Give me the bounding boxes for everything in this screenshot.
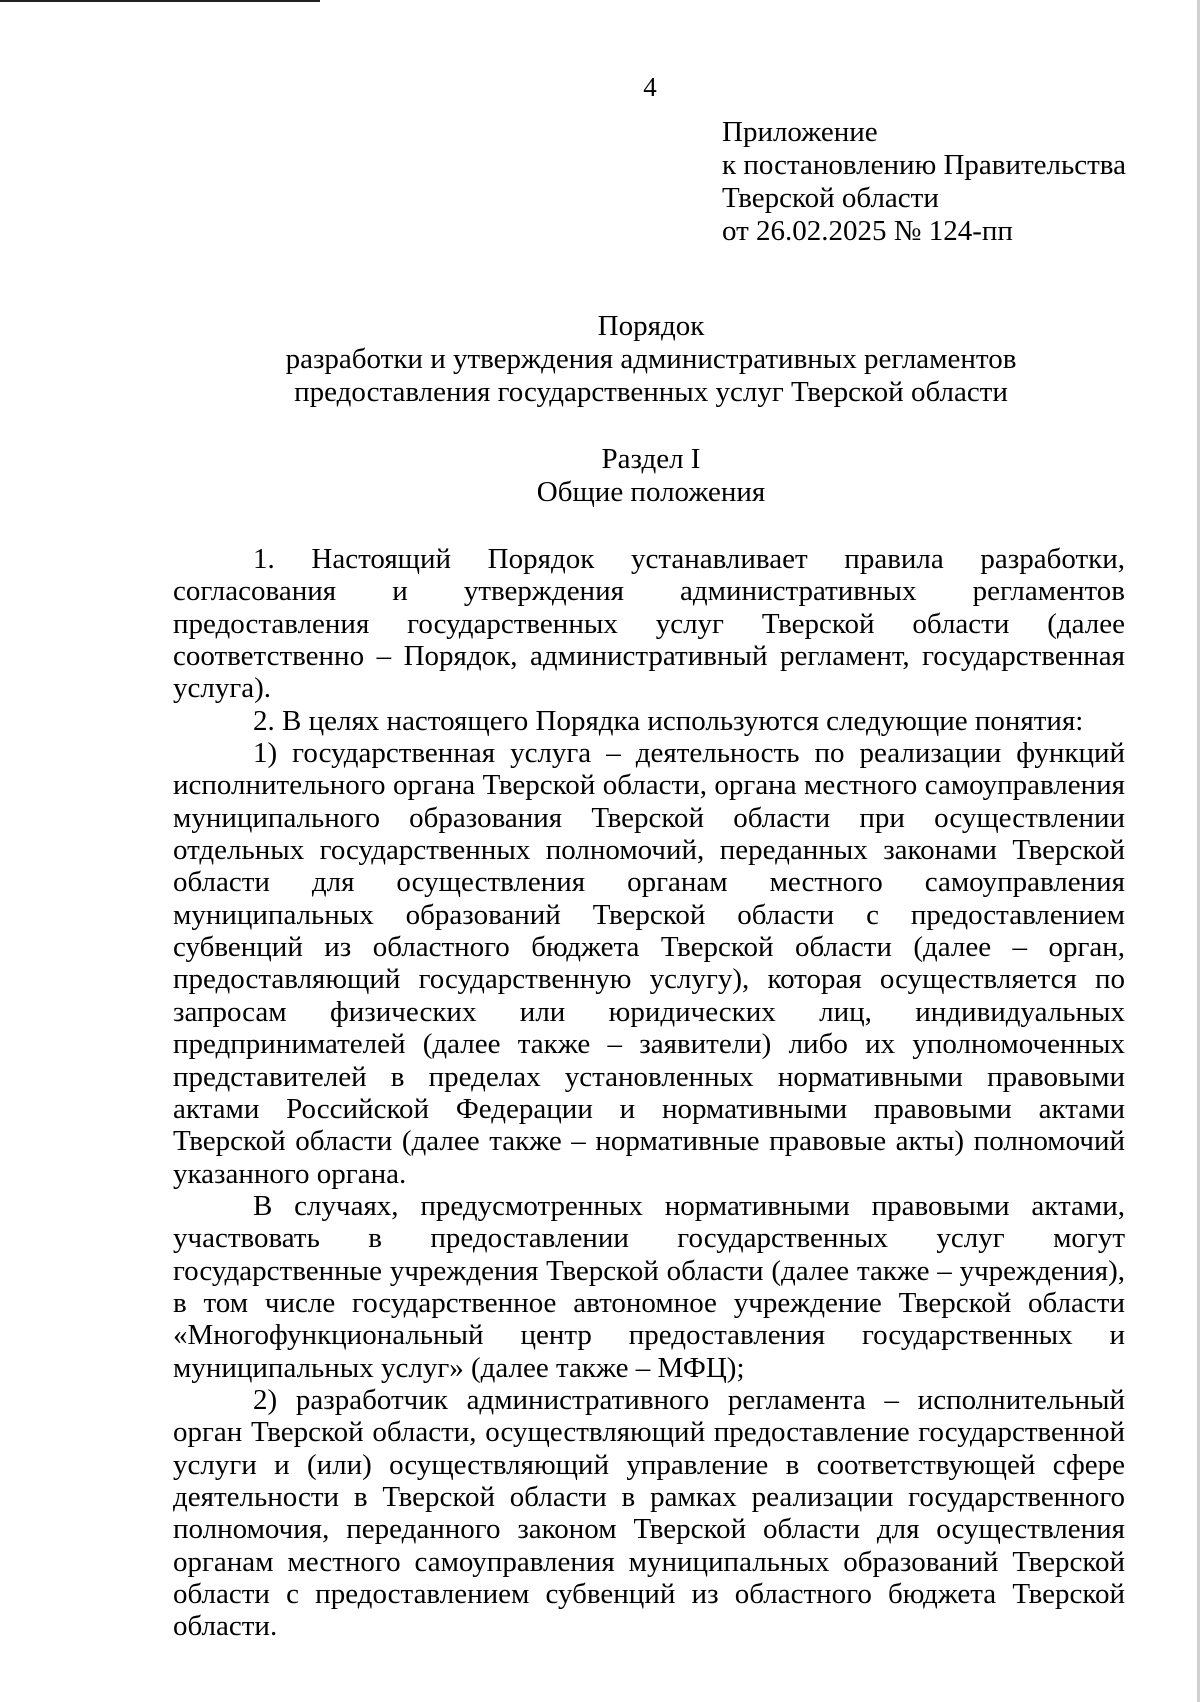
paragraph-1: 1. Настоящий Порядок устанавливает правила разработки, согласования и утверждения административных регламентов предоставления государственных услуг Тверской области (далее соответственно – Порядок, административный регламент, государственная услуга). <box>173 543 1125 705</box>
title-line-2: разработки и утверждения административных регламентов <box>285 343 1017 375</box>
scan-artifact-line <box>0 0 320 2</box>
document-title <box>0 310 1200 409</box>
appendix-line-3: Тверской области <box>722 182 939 214</box>
appendix-header <box>722 116 1126 248</box>
title-line-1: Порядок <box>597 310 705 342</box>
paragraph-4: В случаях, предусмотренных нормативными правовыми актами, участвовать в предоставлении государственных услуг могут государственные учреждения Тверской области (далее также – учреждения), в том числе государственное автономное учреждение Тверской области «Многофункциональный центр предоставления государственных и муниципальных услуг» (далее также – МФЦ); <box>173 1189 1125 1384</box>
paragraph-5: 2) разработчик административного регламента – исполнительный орган Тверской области, осуществляющий предоставление государственной услуги и (или) осуществляющий управление в соответствующей сфере деятельности в Тверской области в рамках реализации государственного полномочия, переданного законом Тверской области для осуществления органам местного самоуправления муниципальных образований Тверской области с предоставлением субвенций из областного бюджета Тверской области. <box>173 1383 1125 1643</box>
title-line-3: предоставления государственных услуг Тверской области <box>294 376 1008 408</box>
appendix-line-1: Приложение <box>722 116 878 148</box>
section-number: Раздел I <box>601 443 701 475</box>
section-heading <box>0 443 1200 509</box>
appendix-line-4: от 26.02.2025 № 124-пп <box>722 215 1013 247</box>
document-body <box>173 543 1125 1643</box>
section-name: Общие положения <box>536 476 766 508</box>
appendix-line-2: к постановлению Правительства <box>722 149 1126 181</box>
paragraph-2: 2. В целях настоящего Порядка используются следующие понятия: <box>253 704 1084 737</box>
page-number: 4 <box>643 72 657 102</box>
paragraph-3: 1) государственная услуга – деятельность по реализации функций исполнительного органа Тверской области, органа местного самоуправления муниципального образования Тверской области при осуществлении отдельных государственных полномочий, переданных законами Тверской области для осуществления органам местного самоуправления муниципальных образований Тверской области с предоставлением субвенций из областного бюджета Тверской области (далее – орган, предоставляющий государственную услугу), которая осуществляется по запросам физических или юридических лиц, индивидуальных предпринимателей (далее также – заявители) либо их уполномоченных представителей в пределах установленных нормативными правовыми актами Российской Федерации и нормативными правовыми актами Тверской области (далее также – нормативные правовые акты) полномочий указанного органа. <box>173 737 1125 1190</box>
